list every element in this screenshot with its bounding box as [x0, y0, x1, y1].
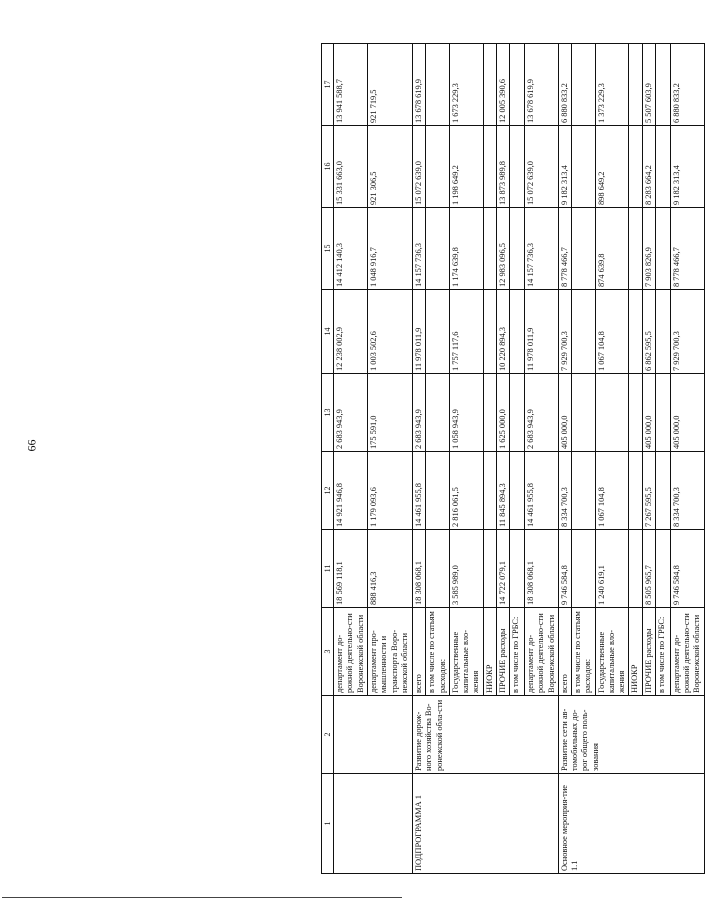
amount-cell: 12 983 096,5 — [496, 208, 509, 290]
amount-cell — [572, 374, 596, 452]
amount-cell — [426, 208, 450, 290]
amount-cell — [483, 452, 496, 530]
amount-cell: 8 334 700,3 — [558, 452, 571, 530]
amount-cell — [572, 452, 596, 530]
expense-category-cell: департамент до-рожной деятельно-сти Воронежской области — [525, 608, 559, 696]
expense-category-cell: НИОКР — [629, 608, 642, 696]
amount-cell: 1 067 104,8 — [595, 290, 629, 374]
amount-cell — [629, 452, 642, 530]
amount-cell: 8 334 700,3 — [670, 452, 704, 530]
amount-cell: 9 746 584,8 — [670, 530, 704, 608]
amount-cell — [629, 44, 642, 126]
amount-cell: 1 673 229,3 — [449, 44, 483, 126]
amount-cell: 14 722 079,1 — [496, 530, 509, 608]
amount-cell: 1 048 916,7 — [368, 208, 413, 290]
expense-category-cell: в том числе по ГРБС: — [655, 608, 670, 696]
amount-cell: 8 778 466,7 — [558, 208, 571, 290]
expense-category-cell: Государственные капитальные вло-жения — [595, 608, 629, 696]
amount-cell: 8 505 965,7 — [642, 530, 655, 608]
amount-cell: 14 461 955,8 — [525, 452, 559, 530]
amount-cell — [629, 290, 642, 374]
amount-cell — [572, 44, 596, 126]
amount-cell: 14 412 140,3 — [334, 208, 368, 290]
amount-cell: 18 308 068,1 — [413, 530, 426, 608]
expense-category-cell: НИОКР — [483, 608, 496, 696]
amount-cell: 1 757 117,6 — [449, 290, 483, 374]
program-name-cell: Основное мероприя-тие 1.1 — [558, 774, 704, 874]
amount-cell: 8 283 664,2 — [642, 126, 655, 208]
amount-cell: 11 978 011,9 — [413, 290, 426, 374]
amount-cell: 1 198 649,2 — [449, 126, 483, 208]
column-number: 1 — [322, 774, 334, 874]
amount-cell: 13 678 619,9 — [413, 44, 426, 126]
amount-cell: 18 569 118,1 — [334, 530, 368, 608]
amount-cell: 6 880 833,2 — [558, 44, 571, 126]
amount-cell: 1 058 943,9 — [449, 374, 483, 452]
amount-cell — [655, 208, 670, 290]
amount-cell — [426, 126, 450, 208]
amount-cell: 2 683 943,9 — [525, 374, 559, 452]
amount-cell — [426, 530, 450, 608]
amount-cell — [483, 290, 496, 374]
amount-cell — [655, 530, 670, 608]
amount-cell: 1 003 502,6 — [368, 290, 413, 374]
expense-category-cell: департамент про-мышленности и транспорта Воро-нежской области — [368, 608, 413, 696]
expense-category-cell: департамент до-рожной деятельно-сти Воронежской области — [670, 608, 704, 696]
amount-cell — [510, 126, 525, 208]
amount-cell — [572, 530, 596, 608]
amount-cell: 898 649,2 — [595, 126, 629, 208]
amount-cell: 15 072 639,0 — [525, 126, 559, 208]
page-number: 66 — [24, 439, 39, 452]
amount-cell: 12 005 390,6 — [496, 44, 509, 126]
expense-category-cell: Государственные капитальные вло-жения — [449, 608, 483, 696]
amount-cell: 7 929 700,3 — [670, 290, 704, 374]
column-number: 16 — [322, 126, 334, 208]
amount-cell: 11 845 894,3 — [496, 452, 509, 530]
expense-category-cell: департамент до-рожной деятельно-сти Воронежской области — [334, 608, 368, 696]
amount-cell: 11 978 011,9 — [525, 290, 559, 374]
amount-cell — [510, 374, 525, 452]
amount-cell: 888 416,3 — [368, 530, 413, 608]
expense-category-cell: в том числе по статьям расходов: — [426, 608, 450, 696]
amount-cell: 18 308 068,1 — [525, 530, 559, 608]
amount-cell — [426, 374, 450, 452]
amount-cell: 9 182 313,4 — [670, 126, 704, 208]
amount-cell — [483, 530, 496, 608]
amount-cell: 13 941 588,7 — [334, 44, 368, 126]
amount-cell: 6 880 833,2 — [670, 44, 704, 126]
amount-cell: 7 267 595,5 — [642, 452, 655, 530]
amount-cell: 14 921 946,8 — [334, 452, 368, 530]
column-number: 11 — [322, 530, 334, 608]
amount-cell — [426, 290, 450, 374]
amount-cell: 1 174 639,8 — [449, 208, 483, 290]
amount-cell — [510, 452, 525, 530]
amount-cell: 3 585 989,0 — [449, 530, 483, 608]
table-body — [322, 44, 705, 874]
amount-cell — [510, 290, 525, 374]
col2-cell — [334, 696, 413, 774]
amount-cell: 13 678 619,9 — [525, 44, 559, 126]
column-number: 15 — [322, 208, 334, 290]
column-number: 13 — [322, 374, 334, 452]
program-title-cell: Развитие сети ав-томобильных до-рог общего поль-зования — [558, 696, 704, 774]
amount-cell: 1 625 000,0 — [496, 374, 509, 452]
column-number: 14 — [322, 290, 334, 374]
amount-cell: 175 591,0 — [368, 374, 413, 452]
amount-cell — [629, 530, 642, 608]
amount-cell: 6 862 595,5 — [642, 290, 655, 374]
amount-cell — [572, 208, 596, 290]
amount-cell — [426, 44, 450, 126]
amount-cell — [655, 374, 670, 452]
column-number: 2 — [322, 696, 334, 774]
budget-table — [321, 43, 705, 874]
amount-cell: 14 157 736,3 — [525, 208, 559, 290]
program-name-cell: ПОДПРОГРАММА 1 — [413, 774, 559, 874]
expense-category-cell: в том числе по статьям расходов: — [572, 608, 596, 696]
amount-cell: 14 461 955,8 — [413, 452, 426, 530]
amount-cell: 8 778 466,7 — [670, 208, 704, 290]
amount-cell: 2 683 943,9 — [413, 374, 426, 452]
amount-cell: 5 507 603,9 — [642, 44, 655, 126]
amount-cell: 2 683 943,9 — [334, 374, 368, 452]
amount-cell: 15 072 639,0 — [413, 126, 426, 208]
amount-cell: 14 157 736,3 — [413, 208, 426, 290]
amount-cell: 7 929 700,3 — [558, 290, 571, 374]
amount-cell — [629, 126, 642, 208]
amount-cell: 405 000,0 — [558, 374, 571, 452]
amount-cell — [483, 374, 496, 452]
amount-cell — [629, 374, 642, 452]
expense-category-cell: всего — [413, 608, 426, 696]
amount-cell: 7 903 826,9 — [642, 208, 655, 290]
column-number: 3 — [322, 608, 334, 696]
amount-cell — [483, 126, 496, 208]
amount-cell: 874 639,8 — [595, 208, 629, 290]
amount-cell — [510, 208, 525, 290]
expense-category-cell: в том числе по ГРБС: — [510, 608, 525, 696]
expense-category-cell: всего — [558, 608, 571, 696]
amount-cell: 1 179 093,6 — [368, 452, 413, 530]
amount-cell: 13 873 989,8 — [496, 126, 509, 208]
amount-cell — [655, 44, 670, 126]
column-number: 12 — [322, 452, 334, 530]
rotated-table-container — [321, 44, 702, 874]
col1-cell — [334, 774, 413, 874]
amount-cell: 405 000,0 — [670, 374, 704, 452]
amount-cell: 9 182 313,4 — [558, 126, 571, 208]
table-row — [413, 44, 426, 874]
program-title-cell: Развитие дорож-ного хозяйства Во-ронежской обла-сти — [413, 696, 559, 774]
amount-cell — [510, 44, 525, 126]
table-row — [334, 44, 368, 874]
amount-cell: 12 238 002,9 — [334, 290, 368, 374]
table-row — [558, 44, 571, 874]
amount-cell: 921 306,5 — [368, 126, 413, 208]
amount-cell — [572, 290, 596, 374]
amount-cell: 9 746 584,8 — [558, 530, 571, 608]
amount-cell: 1 240 619,1 — [595, 530, 629, 608]
amount-cell: 921 719,5 — [368, 44, 413, 126]
amount-cell — [572, 126, 596, 208]
amount-cell: 10 220 894,3 — [496, 290, 509, 374]
amount-cell: 405 000,0 — [642, 374, 655, 452]
column-number: 17 — [322, 44, 334, 126]
footer-line — [2, 897, 402, 898]
amount-cell — [483, 208, 496, 290]
amount-cell — [655, 452, 670, 530]
amount-cell: 2 816 061,5 — [449, 452, 483, 530]
amount-cell: 1 373 229,3 — [595, 44, 629, 126]
amount-cell — [595, 374, 629, 452]
amount-cell — [483, 44, 496, 126]
amount-cell: 15 331 663,0 — [334, 126, 368, 208]
expense-category-cell: ПРОЧИЕ расходы — [642, 608, 655, 696]
column-number-row — [322, 44, 334, 874]
amount-cell — [655, 290, 670, 374]
expense-category-cell: ПРОЧИЕ расходы — [496, 608, 509, 696]
amount-cell — [426, 452, 450, 530]
amount-cell — [629, 208, 642, 290]
amount-cell — [510, 530, 525, 608]
amount-cell: 1 067 104,8 — [595, 452, 629, 530]
amount-cell — [655, 126, 670, 208]
